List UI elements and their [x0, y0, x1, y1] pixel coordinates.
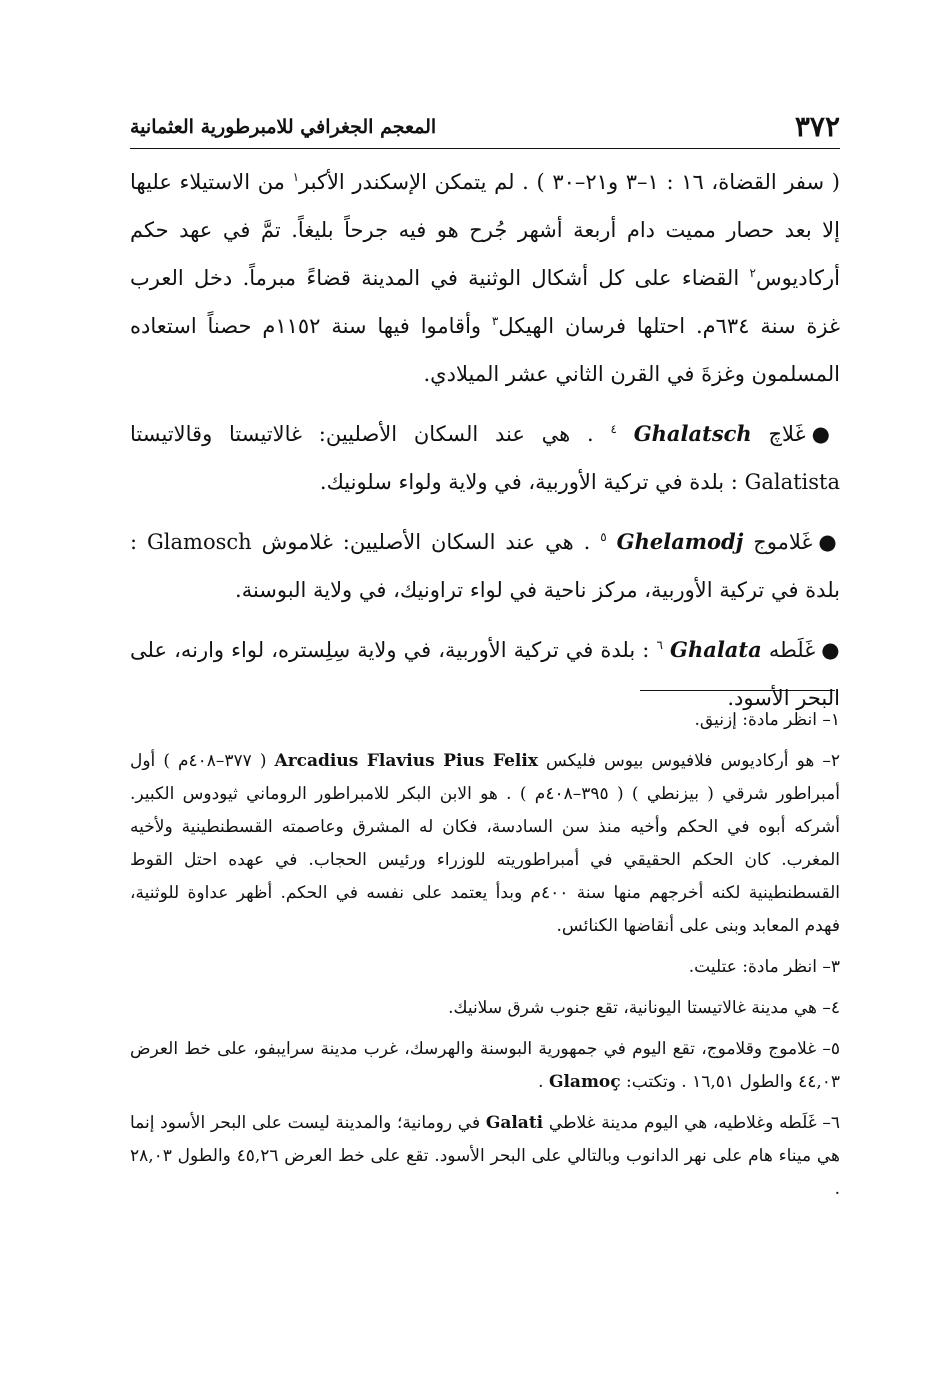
intro-text-b: من الاستيلاء عليها إلا بعد حصار مميت دام أربعة أشهر جُرح هو فيه جرحاً بليغاً. تمَّ في عهد حكم أركاديوس [130, 170, 840, 290]
footnote-ref: ٤ [610, 422, 617, 436]
entry-name: غَلَطه [768, 638, 816, 662]
entry-text: . هي عند السكان الأصليين: غالاتيستا وقالاتيستا [130, 422, 611, 446]
footnote-text: ٦– غَلَطه وغلاطيه، هي اليوم مدينة غلاطي [543, 1113, 840, 1133]
page-header [130, 110, 840, 150]
entry-latin-name: Ghelamodj [616, 529, 744, 554]
footnote-text: ٤– هي مدينة غالاتيستا اليونانية، تقع جنوب شرق سلانيك. [448, 998, 840, 1018]
entry-text: . هي عند السكان الأصليين: غلاموش [251, 530, 601, 554]
footnotes [130, 704, 840, 1214]
footnote-text: ٣– انظر مادة: عتليت. [688, 957, 840, 977]
entry-latin-term: Galatista [744, 470, 840, 494]
intro-text-d: وأقاموا فيها سنة ١١٥٢م حصناً استعاده المسلمون وغزةَ في القرن الثاني عشر الميلادي. [130, 314, 840, 386]
footnote-latin-term: Glamoç [548, 1072, 621, 1092]
footnote-ref: ٦ [656, 638, 663, 652]
footnote-4 [130, 992, 840, 1025]
intro-text-c: القضاء على كل أشكال الوثنية في المدينة قضاءً مبرماً. دخل العرب غزة سنة ٦٣٤م. احتلها فرسان الهيكل [130, 266, 840, 338]
intro-paragraph [130, 158, 840, 398]
footnote-6 [130, 1107, 840, 1206]
entry-text: : بلدة في تركية الأوربية، مركز ناحية في لواء تراونيك، في ولاية البوسنة. [130, 530, 840, 602]
footnote-text: ٢– هو أركاديوس فلافيوس بيوس فليكس [537, 751, 840, 771]
running-title: المعجم الجغرافي للامبرطورية العثمانية [130, 116, 437, 138]
footnote-ref: ٢ [749, 266, 756, 280]
footnote-3 [130, 951, 840, 984]
page-number: ٣٧٢ [794, 110, 840, 143]
bullet-icon: ● [821, 637, 840, 662]
bullet-icon: ● [811, 421, 840, 446]
footnote-rule [640, 690, 835, 691]
intro-text-a: ( سفر القضاة، ١٦ : ١–٣ و٢١–٣٠ ) . لم يتمكن الإسكندر الأكبر [299, 170, 840, 194]
footnote-text: . [538, 1072, 549, 1092]
entry-name: غَلاچ [768, 422, 806, 446]
footnote-text: ١– انظر مادة: إزنيق. [694, 710, 840, 730]
entry-text: : بلدة في تركية الأوربية، في ولاية سِلِستره، لواء وارنه، على البحر الأسود. [130, 638, 840, 710]
footnote-text: في رومانية؛ والمدينة ليست على البحر الأسود إنما هي ميناء هام على نهر الدانوب وبالتالي على البحر الأسود. تقع على خط العرض ٤٥,٢٦ والطول ٢٨,٠٣ . [130, 1113, 840, 1199]
footnote-latin-term: Arcadius Flavius Pius Felix [274, 751, 538, 771]
entry-text: : بلدة في تركية الأوربية، في ولاية ولواء سلونيك. [319, 470, 745, 494]
header-rule [130, 148, 840, 149]
entry-ghelamodj [130, 518, 840, 614]
footnote-2 [130, 745, 840, 943]
footnote-1 [130, 704, 840, 737]
entry-name: غَلاموج [753, 530, 813, 554]
footnote-text: ( ٣٧٧–٤٠٨م ) أول أمبراطور شرقي ( بيزنطي ) ( ٣٩٥–٤٠٨م ) . هو الابن البكر للامبراطور الروماني ثيودوس الكبير. أشركه أبوه في الحكم وأخيه منذ سن السادسة، فكان له المشرق وعاصمته القسطنطينية ولأخيه المغرب. كان الحكم الحقيقي في أمبراطوريته للوزراء ورئيس الحجاب. في عهده احتل القوط القسطنطينية لكنه أخرجهم منها سنة ٤٠٠م وبدأ يعتمد على نفسه في الحكم. أظهر عداوة للوثنية، فهدم المعابد وبنى على أنقاضها الكنائس. [130, 751, 840, 936]
footnote-ref: ٥ [600, 530, 607, 544]
footnote-latin-term: Galati [485, 1113, 544, 1133]
entry-latin-name: Ghalata [670, 637, 762, 662]
entry-latin-term: Glamosch [147, 530, 252, 554]
entry-latin-name: Ghalatsch [633, 421, 752, 446]
bullet-icon: ● [818, 529, 840, 554]
footnote-ref: ٣ [491, 314, 499, 328]
footnote-text: ٥– غلاموج وقلاموج، تقع اليوم في جمهورية البوسنة والهرسك، غرب مدينة سرايبفو، على خط العرض ٤٤,٠٣ والطول ١٦,٥١ . وتكتب: [130, 1039, 840, 1092]
main-text [130, 158, 840, 722]
footnote-5 [130, 1033, 840, 1099]
footnote-ref: ١ [292, 170, 300, 184]
entry-ghalatsch [130, 410, 840, 506]
